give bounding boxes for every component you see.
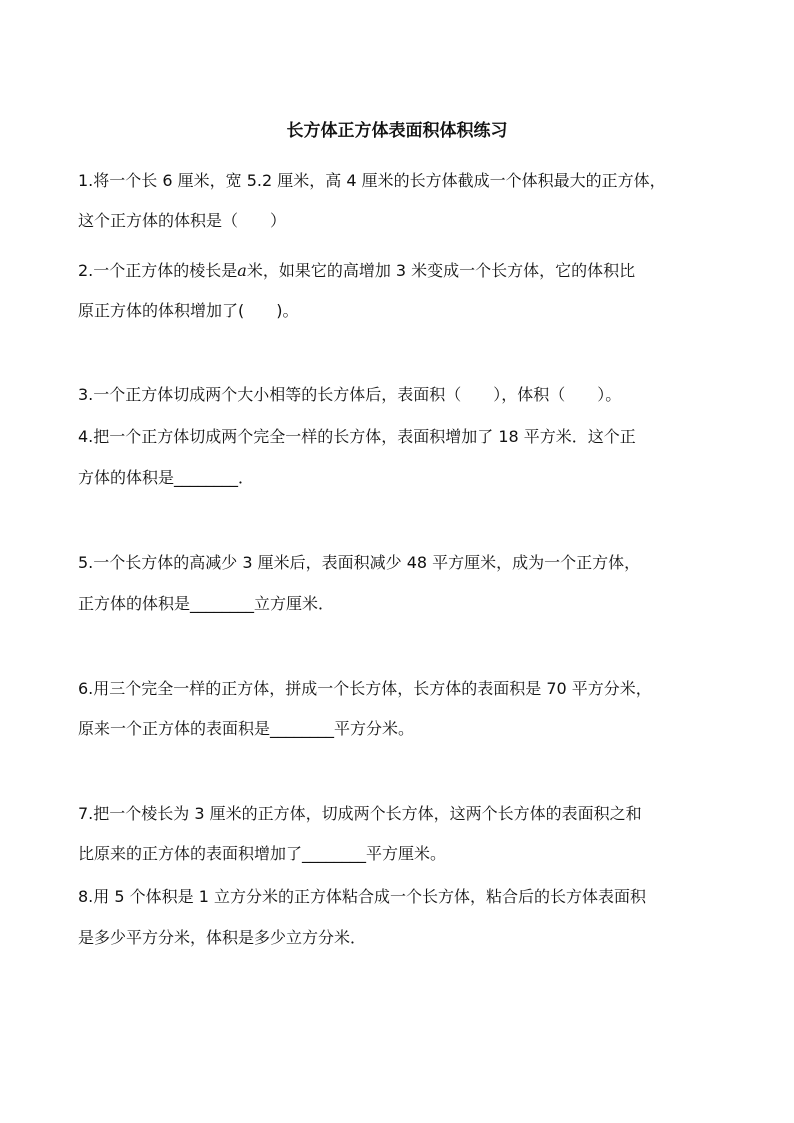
question-8-line-2: 是多少平方分米，体积是多少立方分米． xyxy=(78,928,367,947)
question-3-line-1: 3.一个正方体切成两个大小相等的长方体后，表面积（ ），体积（ ）。 xyxy=(78,385,622,404)
question-1-line-1: 1.将一个长 6 厘米，宽 5.2 厘米，高 4 厘米的长方体截成一个体积最大的正方体， xyxy=(78,171,666,190)
question-6-line-2: 原来一个正方体的表面积是________平方分米。 xyxy=(78,719,415,738)
question-5-line-2: 正方体的体积是________立方厘米． xyxy=(78,594,335,613)
question-7-line-2: 比原来的正方体的表面积增加了________平方厘米。 xyxy=(78,844,447,863)
question-4-line-1: 4.把一个正方体切成两个完全一样的长方体，表面积增加了 18 平方米．这个正 xyxy=(78,427,636,446)
question-7-line-1: 7.把一个棱长为 3 厘米的正方体，切成两个长方体，这两个长方体的表面积之和 xyxy=(78,804,642,823)
question-2-variable: a xyxy=(237,261,247,280)
question-1-line-2: 这个正方体的体积是（ ） xyxy=(78,211,287,230)
worksheet-title: 长方体正方体表面积体积练习 xyxy=(286,121,508,141)
question-2-line-2: 原正方体的体积增加了( )。 xyxy=(78,301,299,320)
question-2-line-1 xyxy=(78,259,728,283)
question-6-line-1: 6.用三个完全一样的正方体，拼成一个长方体，长方体的表面积是 70 平方分米， xyxy=(78,679,652,698)
question-8-line-1: 8.用 5 个体积是 1 立方分米的正方体粘合成一个长方体，粘合后的长方体表面积 xyxy=(78,887,646,906)
question-2-text-pre: 2.一个正方体的棱长是 xyxy=(78,261,238,280)
question-2-text-post: 米，如果它的高增加 3 米变成一个长方体，它的体积比 xyxy=(246,261,636,280)
question-4-line-2: 方体的体积是________． xyxy=(78,468,255,487)
question-5-line-1: 5.一个长方体的高减少 3 厘米后，表面积减少 48 平方厘米，成为一个正方体， xyxy=(78,553,641,572)
